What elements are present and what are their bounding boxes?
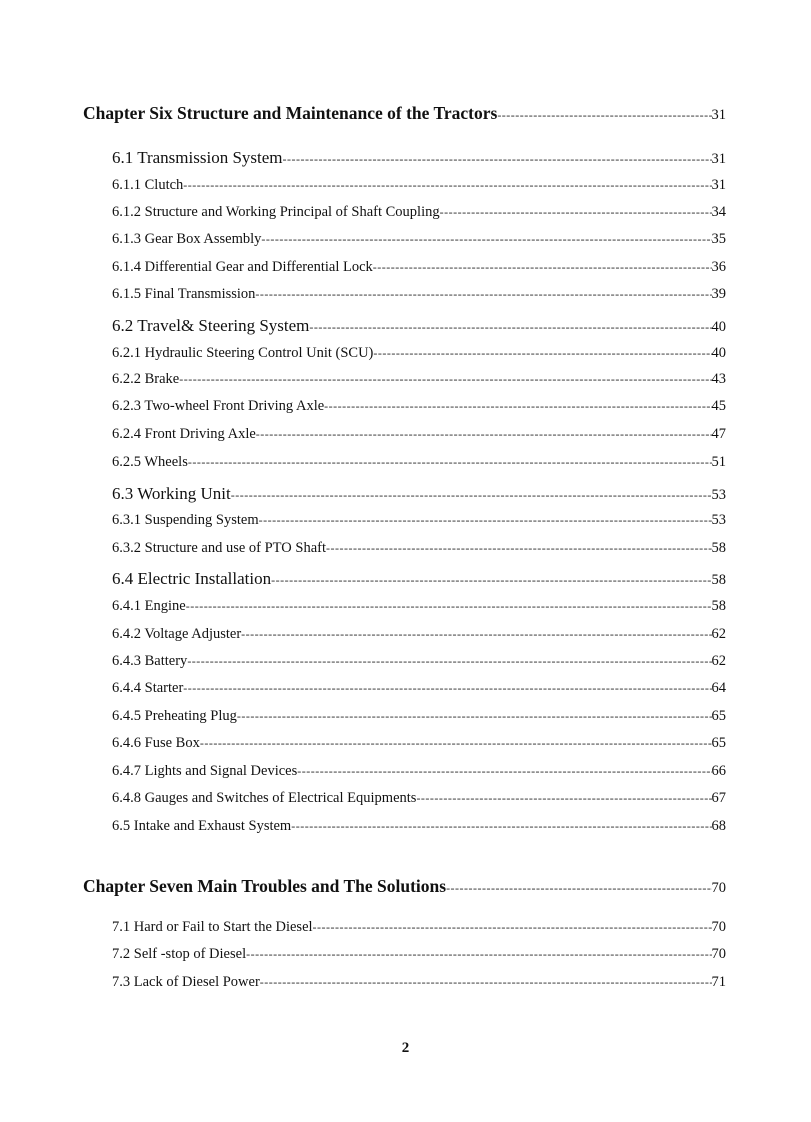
toc-label: 6.4 Electric Installation xyxy=(112,569,272,588)
toc-label: 7.1 Hard or Fail to Start the Diesel xyxy=(112,919,313,935)
toc-label: 6.4.1 Engine xyxy=(112,598,186,614)
toc-page: 31 xyxy=(711,107,726,123)
toc-label: 6.2.1 Hydraulic Steering Control Unit (SCU) xyxy=(112,345,374,361)
dot-leader xyxy=(188,455,712,470)
dot-leader xyxy=(246,947,711,962)
toc-page: 34 xyxy=(711,204,726,220)
toc-entry-6-4-3 xyxy=(112,653,726,670)
dot-leader xyxy=(309,320,711,335)
dot-leader xyxy=(283,152,712,167)
toc-page: 65 xyxy=(711,735,726,751)
toc-page: 70 xyxy=(711,880,726,896)
toc-label: 6.3.2 Structure and use of PTO Shaft xyxy=(112,540,326,556)
toc-label: 6.4.4 Starter xyxy=(112,680,184,696)
toc-label: 6.2.3 Two-wheel Front Driving Axle xyxy=(112,398,325,414)
toc-entry-7-1 xyxy=(112,919,726,936)
dot-leader xyxy=(440,205,712,220)
dot-leader xyxy=(297,764,711,779)
toc-page: 53 xyxy=(711,487,726,503)
toc-entry-6-1-5 xyxy=(112,286,726,303)
toc-label: 6.3 Working Unit xyxy=(112,484,231,503)
dot-leader xyxy=(446,881,711,896)
toc-page: 51 xyxy=(711,454,726,470)
toc-page: 62 xyxy=(711,626,726,642)
dot-leader xyxy=(237,709,712,724)
toc-entry-6-4-4 xyxy=(112,680,726,697)
toc-entry-6-5 xyxy=(112,818,726,835)
dot-leader xyxy=(179,372,711,387)
toc-label: 6.1.2 Structure and Working Principal of Shaft Coupling xyxy=(112,204,440,220)
toc-entry-6-2-3 xyxy=(112,398,726,415)
dot-leader xyxy=(326,541,712,556)
toc-entry-6-4-2 xyxy=(112,626,726,643)
dot-leader xyxy=(324,399,711,414)
toc-section-6-1 xyxy=(112,148,726,168)
toc-label: 7.3 Lack of Diesel Power xyxy=(112,974,260,990)
dot-leader xyxy=(373,346,711,361)
toc-entry-7-2 xyxy=(112,946,726,963)
dot-leader xyxy=(183,681,711,696)
dot-leader xyxy=(416,791,711,806)
toc-section-6-4 xyxy=(112,569,726,589)
toc-page: 64 xyxy=(711,680,726,696)
toc-label: 6.4.5 Preheating Plug xyxy=(112,708,237,724)
toc-label: 6.2 Travel& Steering System xyxy=(112,316,310,335)
toc-label: 6.1.4 Differential Gear and Differential Lock xyxy=(112,259,373,275)
dot-leader xyxy=(186,599,712,614)
toc-label: 6.4.7 Lights and Signal Devices xyxy=(112,763,298,779)
toc-label: Chapter Six Structure and Maintenance of the Tractors xyxy=(83,103,498,123)
toc-page: 39 xyxy=(711,286,726,302)
dot-leader xyxy=(259,513,712,528)
toc-label: 6.2.2 Brake xyxy=(112,371,180,387)
page-number: 2 xyxy=(401,1040,410,1056)
toc-entry-6-2-5 xyxy=(112,454,726,471)
toc-label: 6.4.2 Voltage Adjuster xyxy=(112,626,242,642)
toc-page: 67 xyxy=(711,790,726,806)
dot-leader xyxy=(255,287,711,302)
toc-page: 35 xyxy=(711,231,726,247)
dot-leader xyxy=(261,232,711,247)
toc-page: 40 xyxy=(711,319,726,335)
toc-label: 6.1 Transmission System xyxy=(112,148,283,167)
toc-page: 31 xyxy=(711,151,726,167)
toc-page: 58 xyxy=(711,572,726,588)
toc-page: 58 xyxy=(711,598,726,614)
dot-leader xyxy=(291,819,711,834)
dot-leader xyxy=(313,920,712,935)
dot-leader xyxy=(497,108,711,123)
toc-page: 62 xyxy=(711,653,726,669)
toc-page: 70 xyxy=(711,946,726,962)
toc-page: 43 xyxy=(711,371,726,387)
toc-page: 53 xyxy=(711,512,726,528)
toc-page: 58 xyxy=(711,540,726,556)
dot-leader xyxy=(241,627,711,642)
toc-label: 6.1.1 Clutch xyxy=(112,177,184,193)
toc-label: 6.4.8 Gauges and Switches of Electrical Equipments xyxy=(112,790,417,806)
toc-entry-6-2-4 xyxy=(112,426,726,443)
toc-entry-6-4-1 xyxy=(112,598,726,615)
dot-leader xyxy=(187,654,711,669)
toc-entry-6-1-2 xyxy=(112,204,726,221)
toc-page: 36 xyxy=(711,259,726,275)
toc-entry-6-1-1 xyxy=(112,177,726,194)
toc-label: 6.2.5 Wheels xyxy=(112,454,188,470)
toc-chapter-seven xyxy=(83,876,726,897)
toc-entry-6-4-8 xyxy=(112,790,726,807)
toc-entry-7-3 xyxy=(112,974,726,991)
toc-label: 6.4.3 Battery xyxy=(112,653,188,669)
toc-entry-6-4-5 xyxy=(112,708,726,725)
toc-entry-6-1-4 xyxy=(112,259,726,276)
dot-leader xyxy=(260,975,712,990)
toc-page: 47 xyxy=(711,426,726,442)
toc-page: 66 xyxy=(711,763,726,779)
toc-label: 7.2 Self -stop of Diesel xyxy=(112,946,247,962)
toc-entry-6-2-2 xyxy=(112,371,726,388)
toc-page: 40 xyxy=(711,345,726,361)
toc-page: 70 xyxy=(711,919,726,935)
toc-entry-6-1-3 xyxy=(112,231,726,248)
dot-leader xyxy=(183,178,711,193)
toc-label: 6.5 Intake and Exhaust System xyxy=(112,818,292,834)
toc-entry-6-2-1 xyxy=(112,345,726,362)
toc-section-6-3 xyxy=(112,484,726,504)
toc-page: 68 xyxy=(711,818,726,834)
dot-leader xyxy=(373,260,712,275)
toc-label: 6.1.3 Gear Box Assembly xyxy=(112,231,262,247)
dot-leader xyxy=(200,736,712,751)
toc-entry-6-4-7 xyxy=(112,763,726,780)
toc-page: 31 xyxy=(711,177,726,193)
toc-section-6-2 xyxy=(112,316,726,336)
toc-page: 45 xyxy=(711,398,726,414)
toc-chapter-six xyxy=(83,103,726,124)
toc-label: 6.4.6 Fuse Box xyxy=(112,735,200,751)
toc-entry-6-3-1 xyxy=(112,512,726,529)
toc-page: 71 xyxy=(711,974,726,990)
toc-label: 6.1.5 Final Transmission xyxy=(112,286,256,302)
toc-page: 65 xyxy=(711,708,726,724)
dot-leader xyxy=(256,427,712,442)
toc-label: Chapter Seven Main Troubles and The Solutions xyxy=(83,876,447,896)
toc-label: 6.2.4 Front Driving Axle xyxy=(112,426,256,442)
dot-leader xyxy=(231,488,712,503)
toc-label: 6.3.1 Suspending System xyxy=(112,512,259,528)
toc-entry-6-4-6 xyxy=(112,735,726,752)
toc-entry-6-3-2 xyxy=(112,540,726,557)
dot-leader xyxy=(271,573,711,588)
